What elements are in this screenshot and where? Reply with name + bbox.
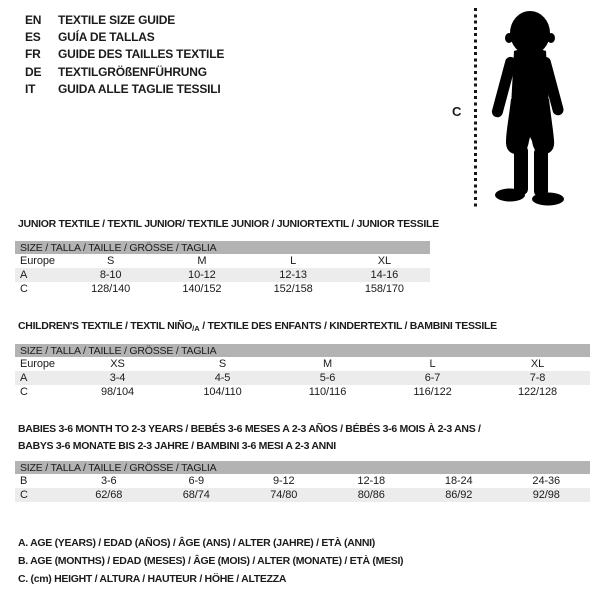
- table-cell: S: [107, 255, 115, 267]
- language-row: [25, 63, 224, 80]
- language-row: [25, 46, 224, 63]
- table-row: [15, 385, 590, 399]
- section-heading-babies: [18, 421, 481, 455]
- row-label: A: [20, 269, 28, 281]
- height-measure-dotted-line: [474, 8, 477, 207]
- size-table-junior-rows: [15, 254, 430, 296]
- table-cell: 6-7: [424, 372, 441, 384]
- size-table-children-rows: [15, 357, 590, 399]
- table-row: [15, 357, 590, 371]
- section-heading-children-post: / TEXTILE DES ENFANTS / KINDERTEXTIL / BAMBINI TESSILE: [199, 320, 497, 332]
- table-row: [15, 474, 590, 488]
- table-row: [15, 282, 430, 296]
- table-cell: 152/158: [273, 283, 313, 295]
- table-cell: 12-13: [279, 269, 307, 281]
- table-cell: XL: [530, 358, 545, 370]
- table-cell: 128/140: [91, 283, 131, 295]
- size-table-children: [15, 344, 590, 399]
- table-cell: 80/86: [357, 489, 385, 501]
- table-cell: 18-24: [444, 475, 473, 487]
- language-label: TEXTILE SIZE GUIDE: [58, 12, 176, 27]
- section-heading-babies-line1: BABIES 3-6 MONTH TO 2-3 YEARS / BEBÉS 3-6 MESES A 2-3 AÑOS / BÉBÉS 3-6 MOIS À 2-3 ANS /: [18, 423, 481, 435]
- table-cell: S: [218, 358, 227, 370]
- footnote-b: B. AGE (MONTHS) / EDAD (MESES) / ÂGE (MOIS) / ALTER (MONATE) / ETÀ (MESI): [18, 555, 404, 568]
- table-row: [15, 254, 430, 268]
- size-header-bar: SIZE / TALLA / TAILLE / GRÖSSE / TAGLIA: [15, 461, 590, 474]
- language-label: GUIDA ALLE TAGLIE TESSILI: [58, 82, 221, 97]
- table-cell: XS: [110, 358, 125, 370]
- section-heading-children: [18, 318, 497, 337]
- table-cell: 68/74: [182, 489, 210, 501]
- language-code: DE: [25, 64, 42, 79]
- table-cell: 8-10: [99, 269, 122, 281]
- table-cell: L: [429, 358, 436, 370]
- table-cell: 104/110: [203, 386, 242, 398]
- language-row: [25, 11, 224, 28]
- language-code: EN: [25, 12, 42, 27]
- table-cell: 5-6: [319, 372, 336, 384]
- table-cell: 62/68: [95, 489, 123, 501]
- size-table-babies-rows: [15, 474, 590, 502]
- language-title-list: [25, 11, 224, 98]
- section-heading-junior: [18, 216, 439, 233]
- row-label: C: [20, 489, 28, 501]
- language-code: ES: [25, 30, 41, 45]
- table-cell: 140/152: [182, 283, 222, 295]
- table-cell: 6-9: [188, 475, 205, 487]
- table-cell: 98/104: [100, 386, 135, 398]
- row-label: A: [20, 372, 28, 384]
- row-label: Europe: [20, 255, 55, 267]
- table-cell: L: [290, 255, 297, 267]
- table-row: [15, 371, 590, 385]
- row-label: Europe: [20, 358, 55, 370]
- language-code: FR: [25, 47, 41, 62]
- table-cell: 122/128: [517, 386, 558, 398]
- footnotes: [18, 534, 403, 589]
- section-heading-children-pre: CHILDREN'S TEXTILE / TEXTIL NIÑO: [18, 320, 193, 332]
- language-row: [25, 28, 224, 45]
- table-cell: 10-12: [188, 269, 216, 281]
- language-label: TEXTILGRÖßENFÜHRUNG: [58, 64, 207, 79]
- table-cell: 9-12: [272, 475, 295, 487]
- language-label: GUIDE DES TAILLES TEXTILE: [58, 47, 225, 62]
- table-cell: M: [197, 255, 207, 267]
- size-header-bar: SIZE / TALLA / TAILLE / GRÖSSE / TAGLIA: [15, 241, 430, 254]
- table-cell: 12-18: [357, 475, 386, 487]
- table-cell: 74/80: [270, 489, 298, 501]
- section-heading-babies-line2: BABYS 3-6 MONATE BIS 2-3 JAHRE / BAMBINI 3-6 MESI A 2-3 ANNI: [18, 440, 336, 452]
- size-header-bar: SIZE / TALLA / TAILLE / GRÖSSE / TAGLIA: [15, 344, 590, 357]
- table-cell: 7-8: [529, 372, 546, 384]
- row-label: B: [20, 475, 28, 487]
- section-heading-junior-text: JUNIOR TEXTILE / TEXTIL JUNIOR/ TEXTILE JUNIOR / JUNIORTEXTIL / JUNIOR TESSILE: [18, 218, 439, 230]
- table-cell: 92/98: [532, 489, 560, 501]
- section-heading-children-subscript: /A: [192, 324, 200, 333]
- table-cell: 86/92: [445, 489, 473, 501]
- language-label: GUÍA DE TALLAS: [58, 30, 155, 45]
- table-cell: XL: [377, 255, 391, 267]
- table-row: [15, 268, 430, 282]
- table-cell: 158/170: [364, 283, 404, 295]
- row-label: C: [20, 283, 28, 295]
- footnote-a: A. AGE (YEARS) / EDAD (AÑOS) / ÂGE (ANS) / ALTER (JAHRE) / ETÀ (ANNI): [18, 537, 375, 549]
- height-measure-label: C: [452, 104, 462, 119]
- table-row: [15, 488, 590, 502]
- table-cell: 116/122: [413, 386, 452, 398]
- footnote-c: C. (cm) HEIGHT / ALTURA / HAUTEUR / HÖHE / ALTEZZA: [18, 573, 287, 586]
- table-cell: 14-16: [370, 269, 399, 281]
- language-row: [25, 81, 224, 98]
- language-code: IT: [25, 82, 36, 97]
- table-cell: 3-6: [100, 475, 117, 487]
- table-cell: 4-5: [214, 372, 231, 384]
- table-cell: 3-4: [109, 372, 126, 384]
- table-cell: M: [322, 358, 333, 370]
- table-cell: 24-36: [532, 475, 561, 487]
- baby-silhouette-image: [482, 7, 575, 207]
- size-table-junior: [15, 241, 430, 296]
- table-cell: 110/116: [308, 386, 347, 398]
- size-table-babies: [15, 461, 590, 502]
- row-label: C: [20, 386, 28, 398]
